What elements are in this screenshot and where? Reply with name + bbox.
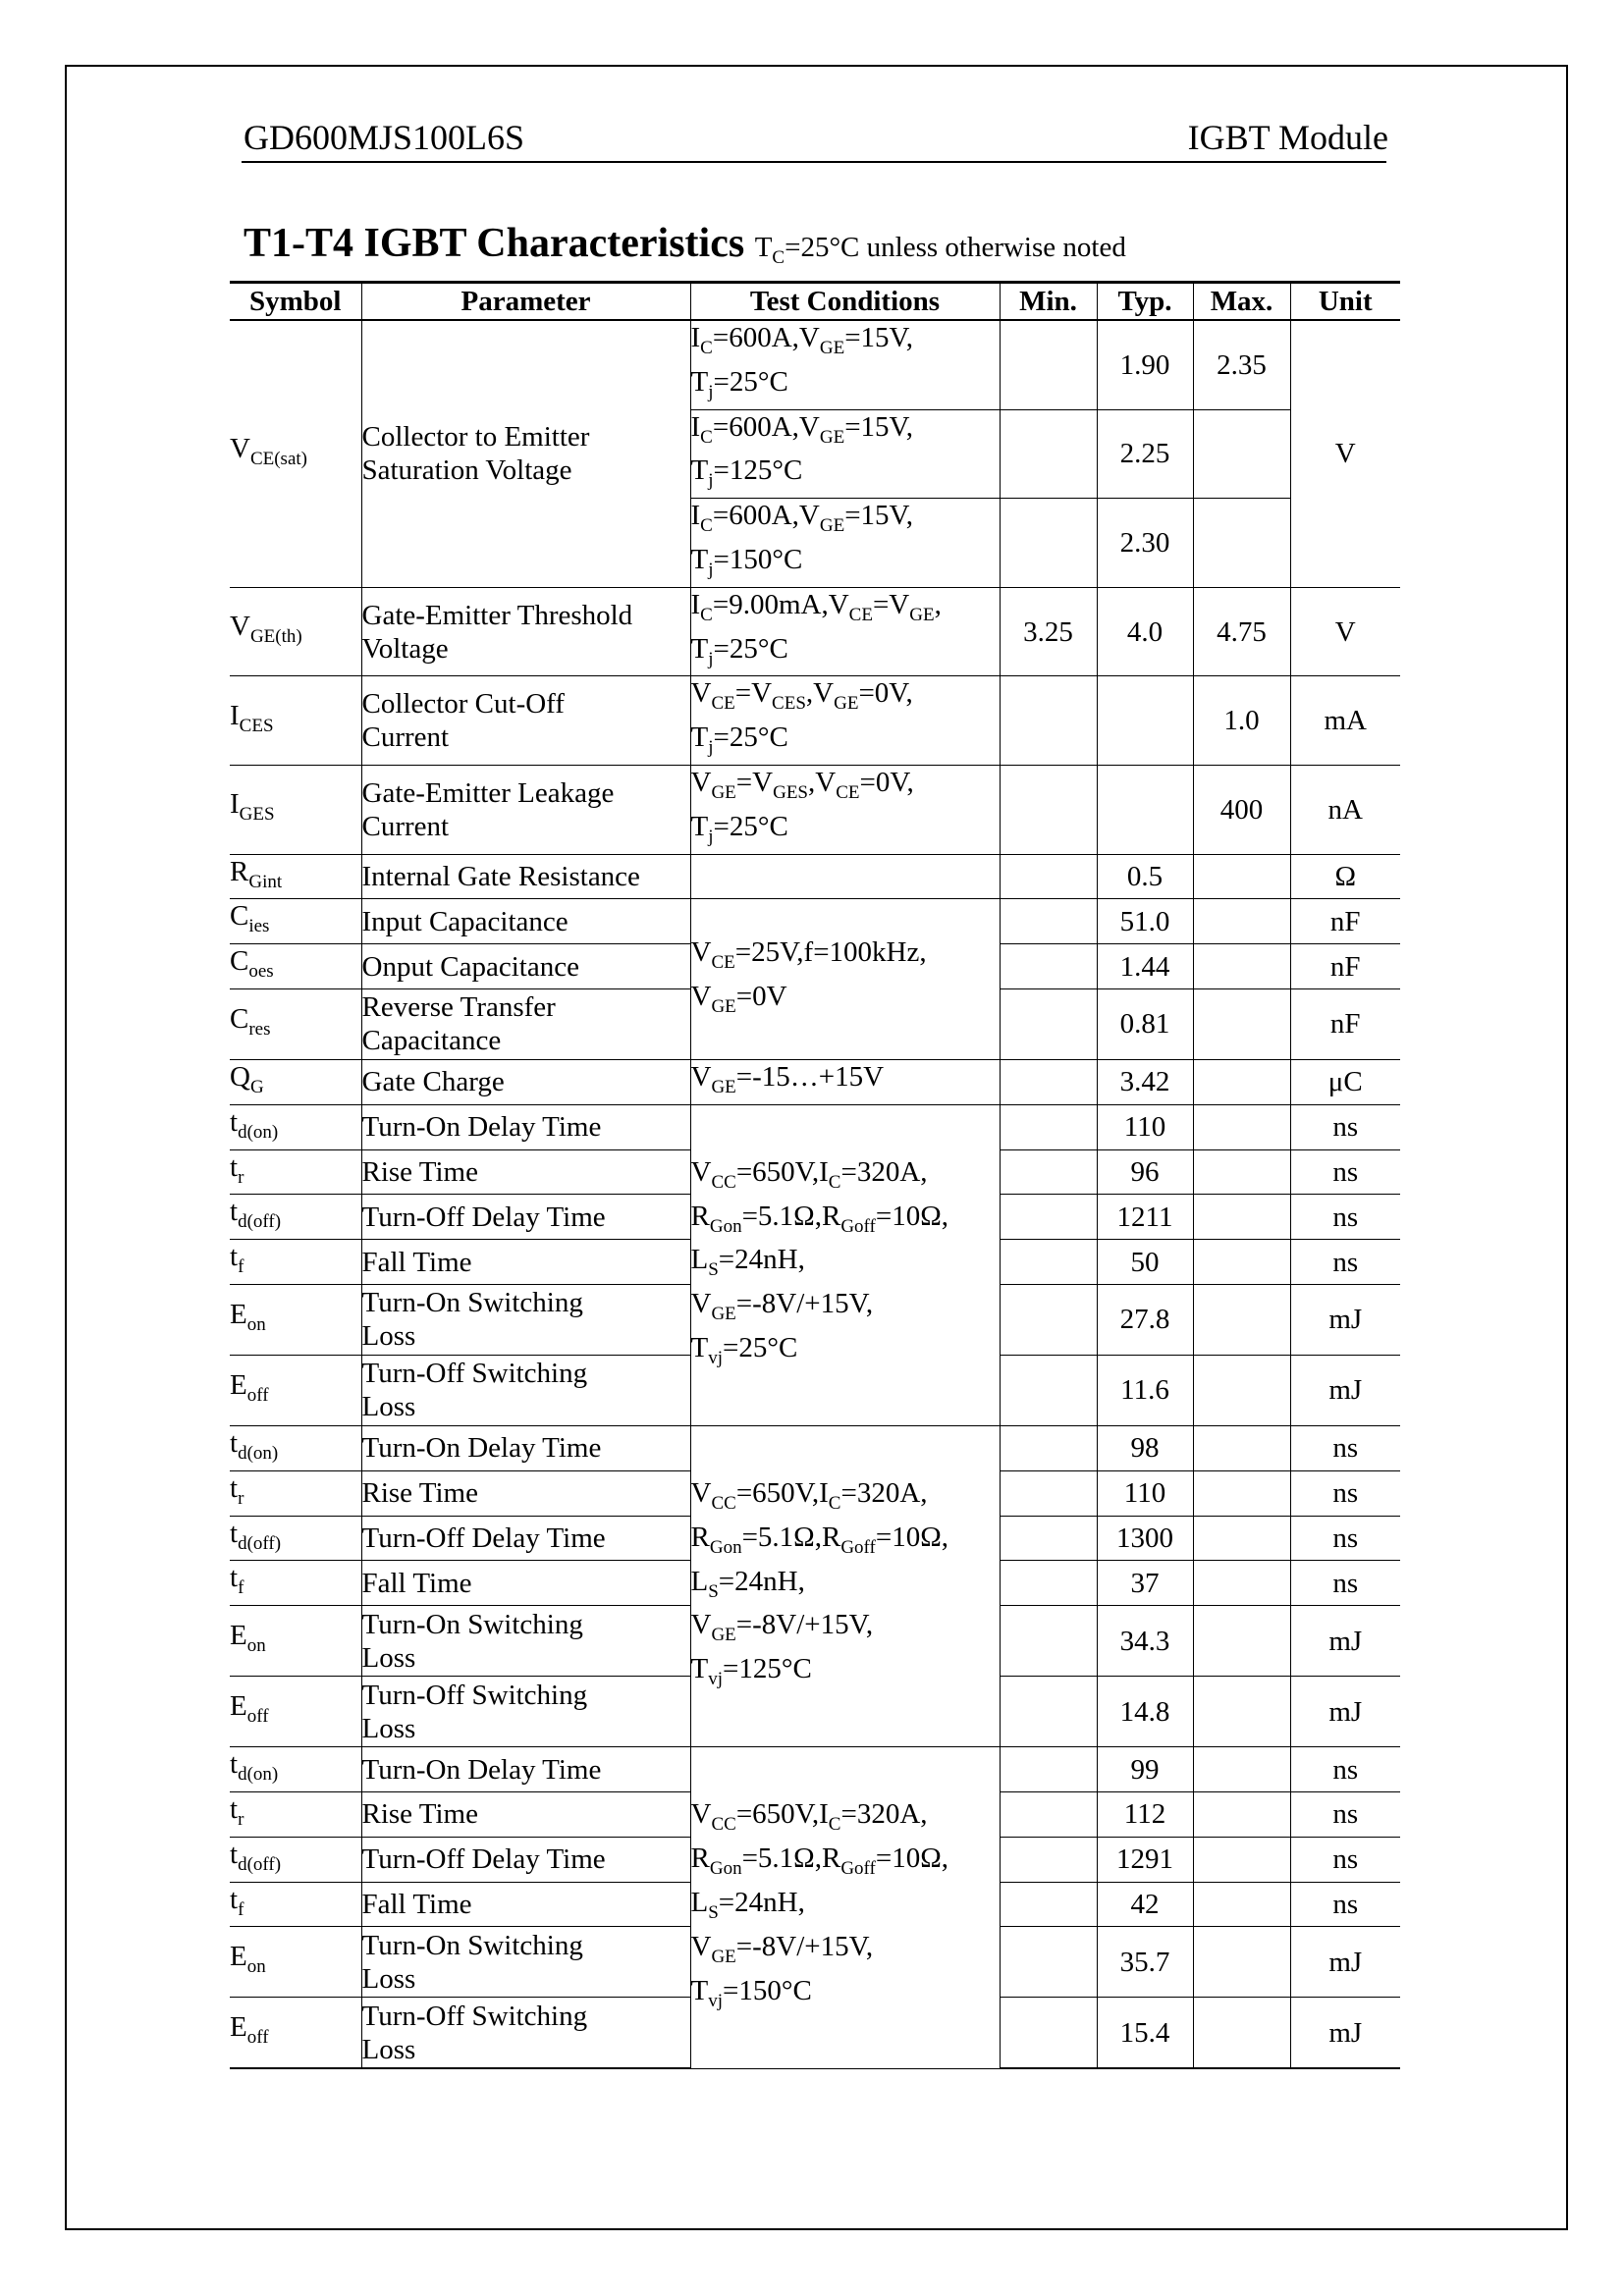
max-cell <box>1193 1837 1290 1882</box>
parameter-cell: Onput Capacitance <box>361 944 690 989</box>
table-row <box>230 765 1400 854</box>
document-type: IGBT Module <box>1187 118 1388 157</box>
typ-cell: 1291 <box>1097 1837 1193 1882</box>
typ-cell: 110 <box>1097 1104 1193 1149</box>
parameter-cell: Reverse Transfer Capacitance <box>361 988 690 1059</box>
parameter-cell: Gate Charge <box>361 1059 690 1104</box>
max-cell: 400 <box>1193 765 1290 854</box>
section-condition: $T_C=25^\circ C$ unless otherwise noted <box>754 232 1126 268</box>
typ-cell: 98 <box>1097 1425 1193 1470</box>
symbol-cell: $C_{res}$ <box>230 988 361 1059</box>
parameter-cell: Turn-On Delay Time <box>361 1747 690 1792</box>
typ-cell: 1.44 <box>1097 944 1193 989</box>
symbol-cell: $t_{d(on)}$ <box>230 1747 361 1792</box>
table-row <box>230 1747 1400 1792</box>
unit-cell: mA <box>1290 676 1400 766</box>
unit-cell: ns <box>1290 1747 1400 1792</box>
parameter-cell: Fall Time <box>361 1561 690 1606</box>
condition-cell: $V_{CC}=650V,I_C=320A$, $R_{Gon}=5.1\Omega,R_{Goff}=10\Omega$, $L_S=24nH$, $V_{GE}=-8V/+15V$, $T_{vj}=25^\circ C$ <box>690 1104 1000 1425</box>
unit-cell: nF <box>1290 988 1400 1059</box>
symbol-cell: $V_{GE(th)}$ <box>230 587 361 676</box>
col-header-min: Min. <box>1000 283 1097 321</box>
condition-cell: $I_C=9.00mA,V_{CE}=V_{GE}$, $T_j=25^\circ C$ <box>690 587 1000 676</box>
max-cell <box>1193 988 1290 1059</box>
max-cell <box>1193 499 1290 588</box>
condition-cell: $V_{GE}=-15\dots+15V$ <box>690 1059 1000 1104</box>
symbol-cell: $Q_G$ <box>230 1059 361 1104</box>
min-cell <box>1000 988 1097 1059</box>
typ-cell: 110 <box>1097 1470 1193 1516</box>
col-header-test-conditions: Test Conditions <box>690 283 1000 321</box>
unit-cell: mJ <box>1290 1927 1400 1998</box>
symbol-cell: $I_{GES}$ <box>230 765 361 854</box>
unit-cell: ns <box>1290 1470 1400 1516</box>
symbol-cell: $E_{off}$ <box>230 1998 361 2069</box>
symbol-cell: $E_{on}$ <box>230 1606 361 1677</box>
symbol-cell: $t_f$ <box>230 1882 361 1927</box>
max-cell <box>1193 1791 1290 1837</box>
min-cell <box>1000 1470 1097 1516</box>
typ-cell: 1300 <box>1097 1516 1193 1561</box>
max-cell <box>1193 1927 1290 1998</box>
min-cell <box>1000 499 1097 588</box>
col-header-symbol: Symbol <box>230 283 361 321</box>
symbol-cell: $R_{Gint}$ <box>230 854 361 899</box>
min-cell <box>1000 1059 1097 1104</box>
parameter-cell: Fall Time <box>361 1240 690 1285</box>
col-header-unit: Unit <box>1290 283 1400 321</box>
parameter-cell: Collector Cut-Off Current <box>361 676 690 766</box>
typ-cell <box>1097 676 1193 766</box>
parameter-cell: Gate-Emitter Threshold Voltage <box>361 587 690 676</box>
header-rule <box>242 161 1386 163</box>
parameter-cell: Rise Time <box>361 1791 690 1837</box>
parameter-cell: Turn-On Delay Time <box>361 1425 690 1470</box>
symbol-cell: $t_f$ <box>230 1561 361 1606</box>
symbol-cell: $t_{d(on)}$ <box>230 1104 361 1149</box>
max-cell <box>1193 1561 1290 1606</box>
max-cell <box>1193 899 1290 944</box>
min-cell <box>1000 1425 1097 1470</box>
typ-cell: 1211 <box>1097 1195 1193 1240</box>
max-cell <box>1193 854 1290 899</box>
max-cell <box>1193 1516 1290 1561</box>
parameter-cell: Turn-Off Switching Loss <box>361 1677 690 1747</box>
typ-cell: 99 <box>1097 1747 1193 1792</box>
min-cell <box>1000 1837 1097 1882</box>
min-cell <box>1000 1149 1097 1195</box>
max-cell <box>1193 1606 1290 1677</box>
unit-cell: nF <box>1290 944 1400 989</box>
max-cell <box>1193 1425 1290 1470</box>
parameter-cell: Turn-Off Delay Time <box>361 1837 690 1882</box>
max-cell <box>1193 409 1290 499</box>
min-cell: 3.25 <box>1000 587 1097 676</box>
table-row <box>230 899 1400 944</box>
parameter-cell: Turn-Off Delay Time <box>361 1195 690 1240</box>
max-cell <box>1193 1677 1290 1747</box>
max-cell <box>1193 944 1290 989</box>
typ-cell: 35.7 <box>1097 1927 1193 1998</box>
typ-cell: 3.42 <box>1097 1059 1193 1104</box>
unit-cell: mJ <box>1290 1998 1400 2069</box>
table-row <box>230 320 1400 409</box>
section-title <box>244 218 1126 284</box>
symbol-cell: $t_r$ <box>230 1470 361 1516</box>
table-row <box>230 676 1400 766</box>
unit-cell: nA <box>1290 765 1400 854</box>
parameter-cell: Turn-Off Switching Loss <box>361 1355 690 1425</box>
condition-cell <box>690 854 1000 899</box>
unit-cell: ns <box>1290 1561 1400 1606</box>
min-cell <box>1000 854 1097 899</box>
condition-cell: $V_{CC}=650V,I_C=320A$, $R_{Gon}=5.1\Omega,R_{Goff}=10\Omega$, $L_S=24nH$, $V_{GE}=-8V/+15V$, $T_{vj}=125^\circ C$ <box>690 1425 1000 1746</box>
col-header-typ: Typ. <box>1097 283 1193 321</box>
typ-cell: 27.8 <box>1097 1284 1193 1355</box>
section-title-text: T1-T4 IGBT Characteristics <box>244 221 745 266</box>
min-cell <box>1000 765 1097 854</box>
unit-cell: ns <box>1290 1240 1400 1285</box>
parameter-cell: Collector to Emitter Saturation Voltage <box>361 320 690 587</box>
min-cell <box>1000 409 1097 499</box>
symbol-cell: $E_{on}$ <box>230 1927 361 1998</box>
table-row <box>230 1104 1400 1149</box>
min-cell <box>1000 1927 1097 1998</box>
typ-cell: 0.5 <box>1097 854 1193 899</box>
unit-cell: V <box>1290 320 1400 587</box>
typ-cell: 50 <box>1097 1240 1193 1285</box>
typ-cell: 0.81 <box>1097 988 1193 1059</box>
typ-cell: 11.6 <box>1097 1355 1193 1425</box>
max-cell: 1.0 <box>1193 676 1290 766</box>
max-cell <box>1193 1104 1290 1149</box>
table-row <box>230 1059 1400 1104</box>
max-cell <box>1193 1149 1290 1195</box>
max-cell <box>1193 1747 1290 1792</box>
min-cell <box>1000 1606 1097 1677</box>
symbol-cell: $V_{CE(sat)}$ <box>230 320 361 587</box>
part-number: GD600MJS100L6S <box>244 118 525 157</box>
min-cell <box>1000 1240 1097 1285</box>
min-cell <box>1000 1882 1097 1927</box>
max-cell <box>1193 1355 1290 1425</box>
min-cell <box>1000 899 1097 944</box>
max-cell <box>1193 1059 1290 1104</box>
parameter-cell: Turn-Off Switching Loss <box>361 1998 690 2069</box>
max-cell <box>1193 1882 1290 1927</box>
typ-cell <box>1097 765 1193 854</box>
condition-cell: $V_{CE}=25V,f=100kHz$, $V_{GE}=0V$ <box>690 899 1000 1060</box>
parameter-cell: Internal Gate Resistance <box>361 854 690 899</box>
parameter-cell: Rise Time <box>361 1149 690 1195</box>
unit-cell: ns <box>1290 1882 1400 1927</box>
condition-cell: $V_{CE}=V_{CES},V_{GE}=0V$, $T_j=25^\circ C$ <box>690 676 1000 766</box>
typ-cell: 34.3 <box>1097 1606 1193 1677</box>
parameter-cell: Rise Time <box>361 1470 690 1516</box>
symbol-cell: $t_r$ <box>230 1791 361 1837</box>
min-cell <box>1000 944 1097 989</box>
unit-cell: V <box>1290 587 1400 676</box>
parameter-cell: Turn-On Switching Loss <box>361 1284 690 1355</box>
unit-cell: ns <box>1290 1425 1400 1470</box>
symbol-cell: $C_{oes}$ <box>230 944 361 989</box>
symbol-cell: $t_{d(on)}$ <box>230 1425 361 1470</box>
min-cell <box>1000 1791 1097 1837</box>
characteristics-table <box>230 281 1400 2069</box>
typ-cell: 42 <box>1097 1882 1193 1927</box>
symbol-cell: $E_{off}$ <box>230 1355 361 1425</box>
max-cell <box>1193 1195 1290 1240</box>
parameter-cell: Turn-On Switching Loss <box>361 1606 690 1677</box>
typ-cell: 2.25 <box>1097 409 1193 499</box>
min-cell <box>1000 676 1097 766</box>
typ-cell: 2.30 <box>1097 499 1193 588</box>
symbol-cell: $t_f$ <box>230 1240 361 1285</box>
max-cell <box>1193 1240 1290 1285</box>
typ-cell: 37 <box>1097 1561 1193 1606</box>
condition-cell: $I_C=600A,V_{GE}=15V$, $T_j=25^\circ C$ <box>690 320 1000 409</box>
col-header-max: Max. <box>1193 283 1290 321</box>
symbol-cell: $C_{ies}$ <box>230 899 361 944</box>
parameter-cell: Turn-Off Delay Time <box>361 1516 690 1561</box>
unit-cell: mJ <box>1290 1677 1400 1747</box>
min-cell <box>1000 320 1097 409</box>
unit-cell: μC <box>1290 1059 1400 1104</box>
table-row <box>230 1425 1400 1470</box>
typ-cell: 15.4 <box>1097 1998 1193 2069</box>
min-cell <box>1000 1747 1097 1792</box>
unit-cell: nF <box>1290 899 1400 944</box>
typ-cell: 1.90 <box>1097 320 1193 409</box>
min-cell <box>1000 1561 1097 1606</box>
min-cell <box>1000 1998 1097 2069</box>
typ-cell: 112 <box>1097 1791 1193 1837</box>
condition-cell: $V_{CC}=650V,I_C=320A$, $R_{Gon}=5.1\Omega,R_{Goff}=10\Omega$, $L_S=24nH$, $V_{GE}=-8V/+15V$, $T_{vj}=150^\circ C$ <box>690 1747 1000 2069</box>
unit-cell: ns <box>1290 1149 1400 1195</box>
table-row <box>230 854 1400 899</box>
symbol-cell: $E_{off}$ <box>230 1677 361 1747</box>
typ-cell: 51.0 <box>1097 899 1193 944</box>
table-row <box>230 587 1400 676</box>
parameter-cell: Gate-Emitter Leakage Current <box>361 765 690 854</box>
parameter-cell: Turn-On Switching Loss <box>361 1927 690 1998</box>
unit-cell: ns <box>1290 1195 1400 1240</box>
symbol-cell: $I_{CES}$ <box>230 676 361 766</box>
max-cell: 4.75 <box>1193 587 1290 676</box>
parameter-cell: Fall Time <box>361 1882 690 1927</box>
symbol-cell: $E_{on}$ <box>230 1284 361 1355</box>
symbol-cell: $t_{d(off)}$ <box>230 1516 361 1561</box>
condition-cell: $I_C=600A,V_{GE}=15V$, $T_j=150^\circ C$ <box>690 499 1000 588</box>
unit-cell: ns <box>1290 1516 1400 1561</box>
max-cell <box>1193 1284 1290 1355</box>
table-header-row <box>230 283 1400 321</box>
typ-cell: 96 <box>1097 1149 1193 1195</box>
unit-cell: mJ <box>1290 1284 1400 1355</box>
symbol-cell: $t_r$ <box>230 1149 361 1195</box>
symbol-cell: $t_{d(off)}$ <box>230 1837 361 1882</box>
min-cell <box>1000 1355 1097 1425</box>
symbol-cell: $t_{d(off)}$ <box>230 1195 361 1240</box>
condition-cell: $V_{GE}=V_{GES},V_{CE}=0V$, $T_j=25^\circ C$ <box>690 765 1000 854</box>
col-header-parameter: Parameter <box>361 283 690 321</box>
unit-cell: Ω <box>1290 854 1400 899</box>
parameter-cell: Turn-On Delay Time <box>361 1104 690 1149</box>
min-cell <box>1000 1195 1097 1240</box>
unit-cell: ns <box>1290 1104 1400 1149</box>
min-cell <box>1000 1677 1097 1747</box>
min-cell <box>1000 1104 1097 1149</box>
unit-cell: ns <box>1290 1837 1400 1882</box>
min-cell <box>1000 1516 1097 1561</box>
parameter-cell: Input Capacitance <box>361 899 690 944</box>
unit-cell: ns <box>1290 1791 1400 1837</box>
unit-cell: mJ <box>1290 1606 1400 1677</box>
max-cell <box>1193 1470 1290 1516</box>
condition-cell: $I_C=600A,V_{GE}=15V$, $T_j=125^\circ C$ <box>690 409 1000 499</box>
min-cell <box>1000 1284 1097 1355</box>
unit-cell: mJ <box>1290 1355 1400 1425</box>
typ-cell: 4.0 <box>1097 587 1193 676</box>
typ-cell: 14.8 <box>1097 1677 1193 1747</box>
max-cell <box>1193 1998 1290 2069</box>
max-cell: 2.35 <box>1193 320 1290 409</box>
